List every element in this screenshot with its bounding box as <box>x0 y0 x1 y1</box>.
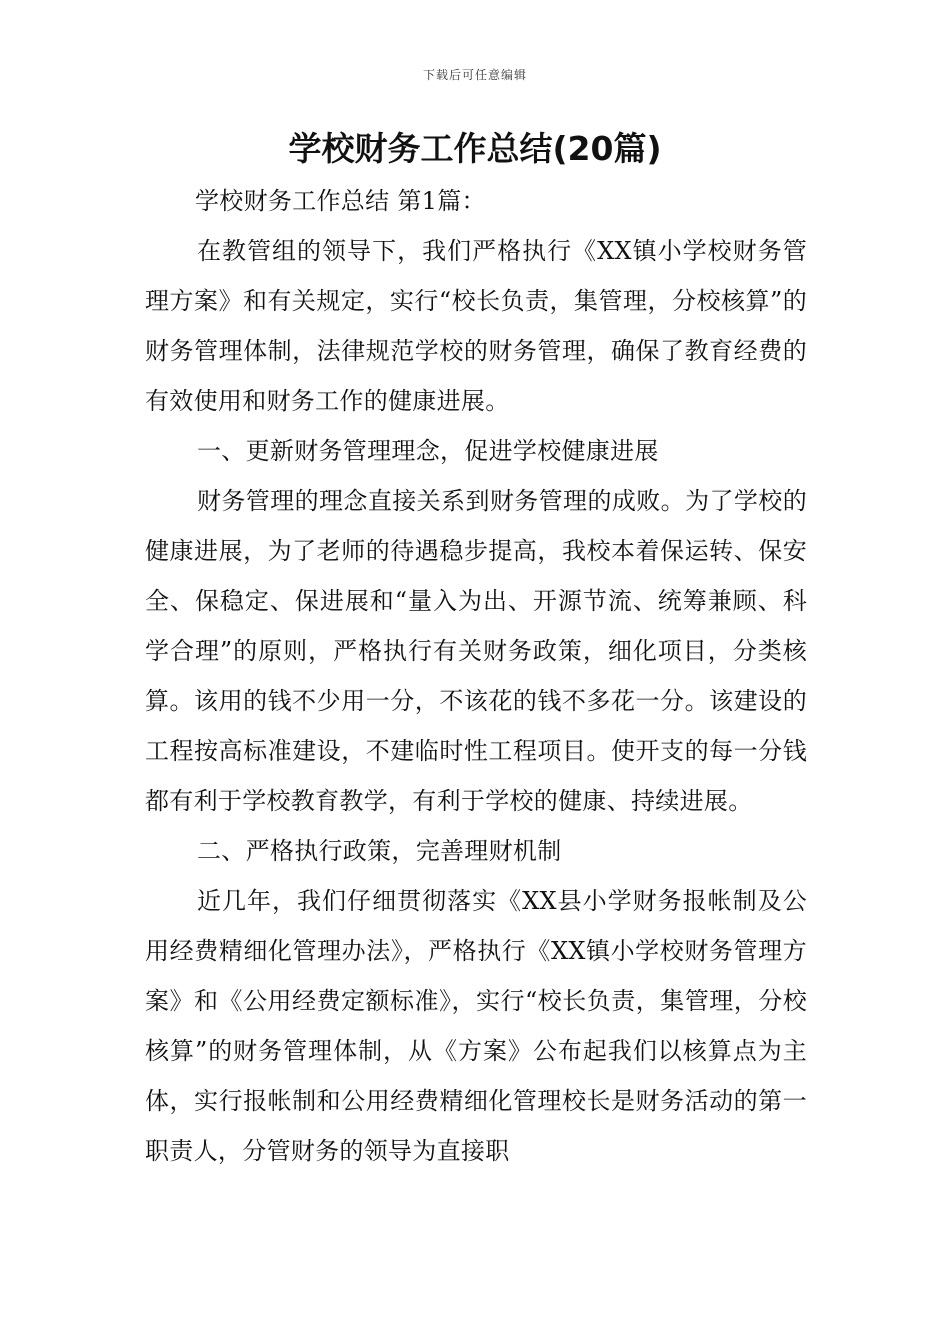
document-title: 学校财务工作总结(20篇) <box>288 129 662 168</box>
paragraph-section-1: 财务管理的理念直接关系到财务管理的成败。为了学校的健康进展，为了老师的待遇稳步提高，我校本着保运转、保安全、保稳定、保进展和“量入为出、开源节流、统筹兼顾、科学合理”的原则，严格执行有关财务政策，细化项目，分类核算。该用的钱不少用一分，不该花的钱不多花一分。该建设的工程按高标准建设，不建临时性工程项目。使开支的每一分钱都有利于学校教育教学，有利于学校的健康、持续进展。 <box>145 487 807 815</box>
paragraph-section-2: 近几年，我们仔细贯彻落实《XX县小学财务报帐制及公用经费精细化管理办法》，严格执行《XX镇小学校财务管理方案》和《公用经费定额标准》，实行“校长负责，集管理，分校核算”的财务管理体制，从《方案》公布起我们以核算点为主体，实行报帐制和公用经费精细化管理校长是财务活动的第一职责人，分管财务的领导为直接职 <box>145 887 807 1165</box>
section-subtitle: 学校财务工作总结 第1篇： <box>195 187 486 215</box>
header-note: 下载后可任意编辑 <box>422 68 527 82</box>
section-heading-1: 一、更新财务管理理念，促进学校健康进展 <box>197 437 659 465</box>
section-heading-2: 二、严格执行政策，完善理财机制 <box>197 837 562 865</box>
document-body <box>145 176 807 1176</box>
paragraph-intro: 在教管组的领导下，我们严格执行《XX镇小学校财务管理方案》和有关规定，实行“校长负责，集管理，分校核算”的财务管理体制，法律规范学校的财务管理，确保了教育经费的有效使用和财务工作的健康进展。 <box>145 237 807 415</box>
